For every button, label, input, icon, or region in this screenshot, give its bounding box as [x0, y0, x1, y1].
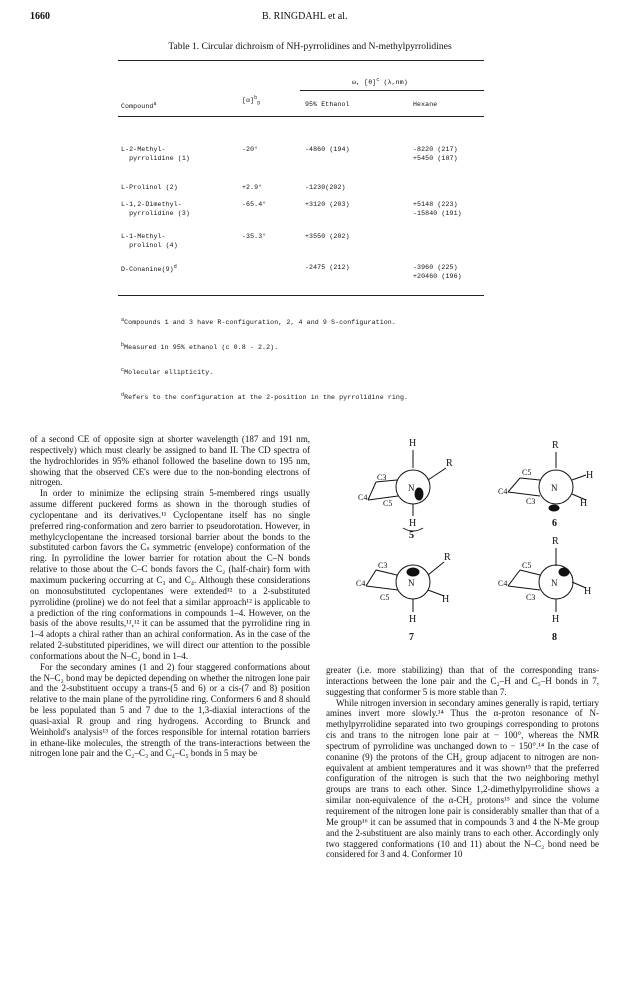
svg-text:C5: C5 [522, 561, 532, 570]
svg-text:H: H [409, 518, 417, 529]
left-column [30, 434, 310, 759]
cell-compound: L-Prolinol (2) [121, 184, 178, 191]
cell-rotation: -35.3° [242, 233, 267, 240]
svg-text:C4: C4 [498, 579, 508, 588]
atom-label: H [409, 438, 417, 449]
svg-text:H: H [409, 614, 417, 625]
svg-text:C3: C3 [378, 561, 388, 570]
svg-text:C3: C3 [526, 497, 536, 506]
cell-ethanol: -2475 (212) [305, 264, 350, 271]
table-footnote-c: $^c$Molecular ellipticity. [121, 367, 214, 377]
svg-text:H: H [442, 594, 450, 605]
paragraph: While nitrogen inversion in secondary amines generally is rapid, tertiary amines invert more slowly.¹⁴ Thus the α-proton resonance of N-methylpyrrolidine separated into two groupings corresponding to protons cis and trans to the nitrogen lone pair at − 100°, whereas the NMR spectrum of pyrrolidine was unchanged down to − 150°.¹⁴ In the case of conanine (9) the protons of the CH₂ group adjacent to nitrogen are non-equivalent at ambient temperatures and it was shown¹⁵ that the preferred configuration of the nitrogen is such that the two neighboring methyl groups are trans to each other. Since 1,2-dimethylpyrrolidine shows a similar non-equivalence of the α-CH₂ protons¹⁵ and since the volume requirement of the nitrogen lone pair is considerably smaller than that of a Me group¹⁶ it can be assumed that in compounds 3 and 4 the N-Me group and the 2-substituent are also mainly trans to each other. Accordingly only two staggered conformations (10 and 11) about the N–C₂ bond need be considered for 3 and 4. Conformer 10 [326, 697, 599, 860]
conformer-label-6: 6 [552, 518, 557, 529]
cell-compound: L-2-Methyl- pyrrolidine (1) [121, 146, 190, 162]
svg-text:C3: C3 [377, 473, 387, 482]
svg-text:H: H [552, 614, 560, 625]
svg-text:C5: C5 [522, 468, 532, 477]
cell-hexane: -3960 (225) +20460 (196) [413, 264, 462, 280]
cell-rotation: +2.9° [242, 184, 263, 191]
cell-ethanol: +3120 (203) [305, 201, 350, 208]
col-header-ethanol: 95% Ethanol [305, 101, 350, 108]
table-footnote-d: $^d$Refers to the configuration at the 2-position in the pyrrolidine ring. [121, 392, 409, 402]
svg-text:C5: C5 [383, 499, 393, 508]
svg-text:R: R [552, 536, 559, 547]
conformer-label-8: 8 [552, 632, 557, 643]
cell-hexane: +5148 (223) -15840 (191) [413, 201, 462, 217]
conformer-8 [498, 536, 591, 643]
col-header-compound: Compound$^a$ [121, 101, 157, 111]
svg-text:C4: C4 [498, 487, 508, 496]
paragraph: In order to minimize the eclipsing strain 5-membered rings usually assume different puckered forms as shown in the thorough studies of cyclopentane and its derivatives.¹¹ Cyclopentane itself has no single preferred ring-conformation and zero barrier to pseudorotation. However, in methylcyclopentane the increased torsional barrier about the bonds to the substituted carbon favors the Cₛ symmetric (envelope) conformation of the ring. In pyrrolidine the lower barrier for rotation about the C–N bonds relative to those about the C–C bonds favors the C₂ (half-chair) form with maximum puckering occurring at C₃ and C₄. Although these considerations on monosubstituted cyclopentanes were extended¹² to a 2-substituted pyrrolidine (proline) we do not feel that a similar approach¹² is applicable to a prediction of the ring conformations in compounds 1–4. However, on the basis of the above results,¹¹,¹² it can be assumed that the pyrrolidine ring in 1–4 adopts a chiral rather than an achiral conformation. As in the case of the related 2-substituted piperidines, we will direct our attention to the possible conformations about the N–C₂ bond in 1–4. [30, 488, 310, 661]
svg-text:R: R [552, 440, 559, 451]
cell-rotation: -65.4° [242, 201, 267, 208]
cell-ethanol: +3550 (202) [305, 233, 350, 240]
svg-text:H: H [584, 586, 592, 597]
svg-text:C3: C3 [526, 593, 536, 602]
table-title: Table 1. Circular dichroism of NH-pyrrolidines and N-methylpyrrolidines [168, 41, 452, 52]
col-header-rotation: $[\alpha]^b_D$ [242, 95, 261, 107]
svg-text:N: N [551, 578, 558, 588]
svg-text:R: R [444, 552, 451, 563]
right-column [326, 665, 599, 860]
cell-rotation: -20° [242, 146, 259, 153]
running-title: B. RINGDAHL et al. [262, 11, 348, 22]
svg-text:C4: C4 [358, 493, 368, 502]
page-number: 1660 [30, 11, 50, 22]
svg-text:N: N [408, 483, 415, 493]
conformer-7 [356, 552, 451, 643]
cell-compound: L-1,2-Dimethyl- pyrrolidine (3) [121, 201, 190, 217]
cell-hexane: -8220 (217) +5450 (187) [413, 146, 458, 162]
table-footnote-b: $^b$Measured in 95% ethanol (c 0.8 - 2.2). [121, 342, 279, 352]
svg-text:H: H [586, 470, 594, 481]
cell-ethanol: -1230(202) [305, 184, 346, 191]
svg-text:C5: C5 [380, 593, 390, 602]
cell-ethanol: -4860 (194) [305, 146, 350, 153]
conformer-figure [318, 430, 598, 656]
svg-text:C4: C4 [356, 579, 366, 588]
conformer-label-7: 7 [409, 632, 414, 643]
svg-text:N: N [408, 578, 415, 588]
svg-text:N: N [551, 483, 558, 493]
svg-text:H: H [580, 498, 588, 509]
table-footnote-a: $^a$Compounds 1 and 3 have R-configuration, 2, 4 and 9 S-configuration. [121, 317, 396, 327]
conformer-6 [498, 440, 593, 529]
paragraph: greater (i.e. more stabilizing) than that of the corresponding trans-interactions between the lone pair and the C₂–H and C₅–H bonds in 7, suggesting that conformer 5 is more stable than 7. [326, 665, 599, 697]
svg-text:R: R [446, 458, 453, 469]
paragraph: For the secondary amines (1 and 2) four staggered conformations about the N–C₂ bond may be depicted depending on whether the nitrogen lone pair and the 2-substituent occupy a trans-(5 and 6) or a cis-(7 and 8) position relative to the main plane of the pyrrolidine ring. Conformers 6 and 8 should be less populated than 5 and 7 due to the 1,3-diaxial interactions of the quasi-axial R group and ring hydrogens. According to Brunck and Weinhold's analysis¹³ of the forces responsible for internal rotation barriers in ethane-like molecules, the strength of the trans-interactions between the nitrogen lone pair and the C₂–C₃ and C₄–C₅ bonds in 5 may be [30, 661, 310, 759]
col-header-hexane: Hexane [413, 101, 438, 108]
conformer-5 [358, 438, 453, 541]
cell-compound: $D-Conanine(9)^d$ [121, 264, 177, 274]
cell-compound: L-1-Methyl- prolinol (4) [121, 233, 178, 249]
paragraph: of a second CE of opposite sign at shorter wavelength (187 and 191 nm, respectively) which must clearly be assigned to band II. The CD spectra of the hydrochlorides in 95% ethanol followed the baseline down to 195 nm, showing that the observed CE's were due to the non-bonding electrons of nitrogen. [30, 434, 310, 488]
conformer-label-5: 5 [409, 530, 414, 541]
col-header-cd: ω, $[\theta]^c$ (λ,nm) [352, 77, 408, 87]
